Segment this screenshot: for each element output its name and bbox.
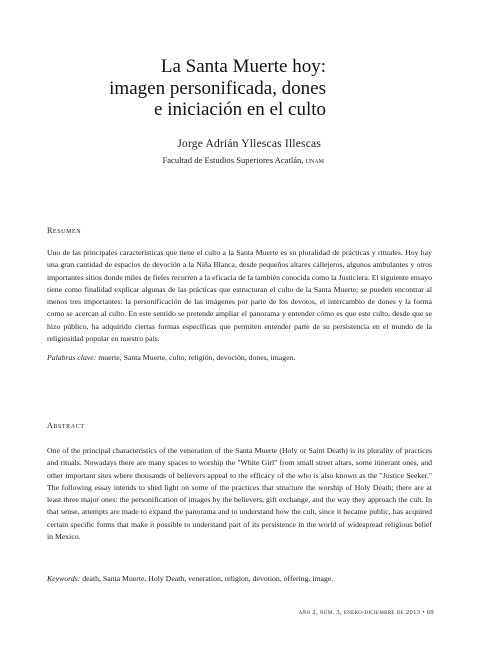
- resumen-heading: Resumen: [47, 226, 82, 235]
- title-line-1: La Santa Muerte hoy:: [160, 56, 326, 77]
- affiliation-institution: unam: [305, 155, 324, 165]
- article-title: [109, 56, 326, 121]
- resumen-keywords-label: Palabras clave:: [47, 353, 97, 362]
- page-footer: año 2, núm. 3, enero-diciembre de 2013 • 69: [298, 609, 434, 616]
- author-name: Jorge Adrián Yllescas Illescas: [177, 138, 321, 150]
- abstract-paragraph: One of the principal characteristics of the veneration of the Santa Muerte (Holy or Saint Death) is its plurality of practices and rituals. Nowadays there are many spaces to worship the "White Girl" from small street altars, some itinerant ones, and other important sites where thousands of believers appeal to the efficacy of the who is also known as the "Justice Seeker." The following essay intends to shed light on some of the practices that structure the worship of Holy Death; there are at least three major ones: the personification of images by the believers, gift exchange, and the way they approach the cult. In that sense, attempts are made to expand the panorama and to understand how the cult, since it became public, has acquired certain specific forms that make it possible to understand part of its persistence in the world of widespread religious belief in Mexico.: [47, 446, 432, 542]
- affiliation-text: Facultad de Estudios Superiores Acatlán,: [162, 155, 306, 165]
- author-affiliation: [162, 155, 324, 165]
- resumen-keywords: [47, 352, 432, 364]
- resumen-keywords-list: muerte, Santa Muerte, culto, religión, devoción, dones, imagen.: [96, 353, 296, 362]
- abstract-heading: Abstract: [47, 421, 85, 430]
- abstract-keywords: [47, 573, 432, 585]
- resumen-paragraph: Uno de las principales características que tiene el culto a la Santa Muerte es su pluralidad de prácticas y rituales. Hoy hay una gran cantidad de espacios de devoción a la Niña Blanca, desde pequeños altares callejeros, algunos ambulantes y otros importantes sitios donde miles de fieles recurren a la eficacia de la también conocida como la Justiciera. El siguiente ensayo tiene como finalidad explicar algunas de las prácticas que estructuran el culto de la Santa Muerte; se pueden encontrar al menos tres importantes: la personificación de las imágenes por parte de los devotos, el intercambio de dones y la forma como se acercan al culto. En este sentido se pretende ampliar el panorama y entender cómo es que este culto, desde que se hizo público, ha adquirido ciertas formas específicas que permiten entender parte de su persistencia en el mundo de la religiosidad popular en nuestro país.: [47, 248, 432, 344]
- title-line-2: imagen personificada, dones: [109, 77, 326, 99]
- resumen-body: [47, 247, 432, 345]
- abstract-body: [47, 445, 432, 543]
- abstract-keywords-label: Keywords:: [47, 574, 81, 583]
- abstract-keywords-list: death, Santa Muerte, Holy Death, veneration, religion, devotion, offering, image.: [80, 574, 334, 583]
- title-line-3: e iniciación en el culto: [154, 99, 326, 120]
